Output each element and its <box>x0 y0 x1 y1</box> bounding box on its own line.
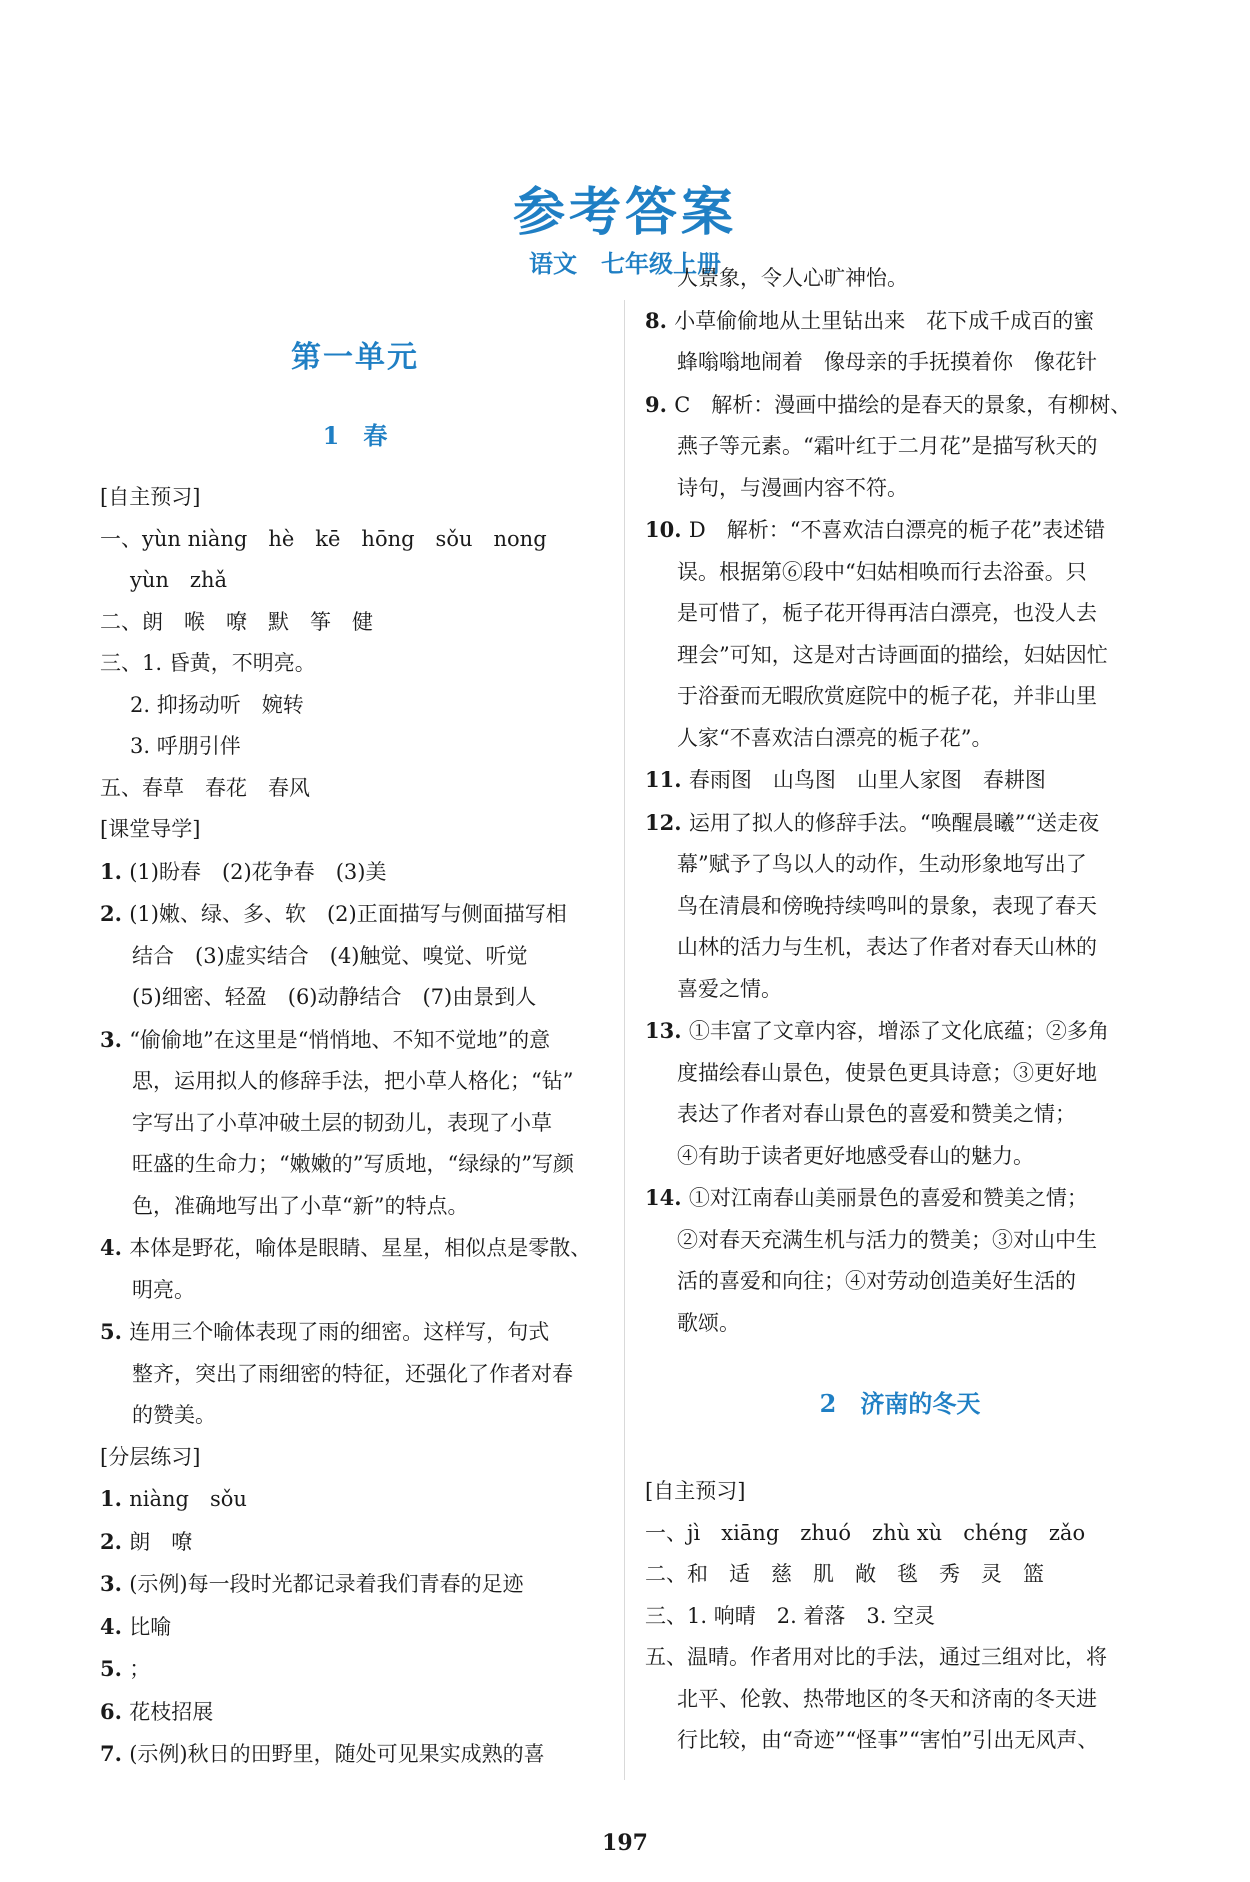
left-column <box>100 310 610 1776</box>
answer-text: 人家“不喜欢洁白漂亮的栀子花”。 <box>677 725 993 750</box>
answer-line <box>100 977 610 1019</box>
answer-line <box>100 1354 610 1396</box>
item-number: 5. <box>100 1319 130 1344</box>
column-divider <box>624 300 625 1780</box>
answer-text: 2. 抑扬动听 婉转 <box>130 692 304 717</box>
answer-text: 春雨图 山鸟图 山里人家图 春耕图 <box>688 768 1046 792</box>
answer-text: D 解析：“不喜欢洁白漂亮的栀子花”表述错 <box>688 518 1106 542</box>
left-answer-lines <box>100 477 610 1776</box>
answer-text: 鸟在清晨和傍晚持续鸣叫的景象，表现了春天 <box>677 893 1097 918</box>
item-number: 6. <box>100 1698 130 1724</box>
answer-text: 思，运用拟人的修辞手法，把小草人格化；“钻” <box>132 1069 574 1093</box>
answer-text: 二、朗 喉 嘹 默 筝 健 <box>100 609 373 634</box>
answer-text: 明亮。 <box>132 1277 195 1302</box>
item-number: 12. <box>645 809 689 835</box>
item-number: 2. <box>100 901 130 926</box>
answer-line <box>645 1136 1155 1178</box>
answer-text: 歌颂。 <box>677 1310 740 1335</box>
answer-text: niàng sǒu <box>129 1487 247 1511</box>
answer-text: ①丰富了文章内容，增添了文化底蕴；②多角 <box>688 1019 1109 1043</box>
item-number: 8. <box>645 307 675 333</box>
answer-text: (示例)秋日的田野里，随处可见果实成熟的喜 <box>129 1742 545 1766</box>
answer-text: 北平、伦敦、热带地区的冬天和济南的冬天进 <box>677 1686 1097 1711</box>
answer-text: 整齐，突出了雨细密的特征，还强化了作者对春 <box>132 1361 573 1386</box>
answer-text: 五、春草 春花 春风 <box>100 775 310 800</box>
answer-text: “偷偷地”在这里是“悄悄地、不知不觉地”的意 <box>129 1027 551 1052</box>
answer-item <box>100 1478 610 1521</box>
answer-item <box>100 519 610 561</box>
answer-text: 于浴蚕而无暇欣赏庭院中的栀子花，并非山里 <box>677 684 1097 708</box>
answer-text: 一、yùn niàng hè kē hōng sǒu nong <box>100 526 547 551</box>
answer-text: 是可惜了，栀子花开得再洁白漂亮，也没人去 <box>677 601 1097 625</box>
answer-text: 比喻 <box>129 1614 172 1639</box>
answer-text: 度描绘春山景色，使景色更具诗意；③更好地 <box>677 1060 1097 1085</box>
answer-text: 旺盛的生命力；“嫩嫩的”写质地，“绿绿的”写颜 <box>132 1152 574 1176</box>
item-number: 14. <box>645 1185 689 1210</box>
answer-line <box>645 1220 1155 1262</box>
answer-text: 本体是野花，喻体是眼睛、星星，相似点是零散、 <box>129 1236 592 1260</box>
answer-item <box>645 1010 1155 1053</box>
page-number: 197 <box>602 1830 648 1856</box>
answer-item <box>645 1513 1155 1555</box>
answer-text: 三、1. 响晴 2. 着落 3. 空灵 <box>645 1603 936 1628</box>
answer-text: ④有助于读者更好地感受春山的魅力。 <box>677 1143 1034 1168</box>
answer-line <box>645 593 1155 635</box>
item-number: 5. <box>100 1656 130 1681</box>
answer-line <box>645 1303 1155 1345</box>
answer-line <box>100 685 610 727</box>
answer-text: 理会”可知，这是对古诗画面的描绘，妇姑因忙 <box>677 642 1108 667</box>
answer-item <box>100 1311 610 1354</box>
answer-line <box>645 927 1155 969</box>
answer-item <box>100 1648 610 1691</box>
answer-text: 误。根据第⑥段中“妇姑相唤而行去浴蚕。只 <box>677 559 1087 584</box>
answer-item <box>645 1177 1155 1220</box>
answer-item <box>100 768 610 810</box>
answer-line <box>645 1094 1155 1136</box>
section-heading: [自主预习] <box>645 1479 746 1503</box>
answer-item <box>100 893 610 936</box>
answer-text: 蜂嗡嗡地闹着 像母亲的手抚摸着你 像花针 <box>677 350 1097 374</box>
answer-text: 一、jì xiāng zhuó zhù xù chéng zǎo <box>645 1520 1086 1545</box>
answer-item <box>100 1019 610 1062</box>
answer-item <box>100 1227 610 1270</box>
page-title: 参考答案 <box>512 182 737 243</box>
answer-item <box>100 602 610 644</box>
answer-text: 人景象，令人心旷神怡。 <box>677 266 908 290</box>
item-number: 4. <box>100 1613 130 1639</box>
answer-item <box>645 384 1155 427</box>
section-heading: [分层练习] <box>100 1444 201 1469</box>
answer-line <box>645 342 1155 384</box>
answer-line <box>100 560 610 602</box>
answer-item <box>100 1606 610 1649</box>
answer-text: 幕”赋予了鸟以人的动作，生动形象地写出了 <box>677 852 1087 876</box>
answer-text: 三、1. 昏黄，不明亮。 <box>100 651 316 675</box>
answer-line <box>645 635 1155 677</box>
answer-text: (1)嫩、绿、多、软 (2)正面描写与侧面描写相 <box>129 902 567 926</box>
answer-text: 活的喜爱和向往；④对劳动创造美好生活的 <box>677 1269 1076 1293</box>
answer-line <box>100 936 610 978</box>
answer-line <box>645 844 1155 886</box>
answer-text: ①对江南春山美丽景色的喜爱和赞美之情； <box>688 1186 1088 1210</box>
answer-text: 二、和 适 慈 肌 敞 毯 秀 灵 篮 <box>645 1562 1044 1586</box>
lesson-title: 2 济南的冬天 <box>819 1389 981 1418</box>
answer-line <box>645 426 1155 468</box>
answer-text: (1)盼春 (2)花争春 (3)美 <box>129 859 387 884</box>
lesson-title: 1 春 <box>322 421 388 450</box>
answer-line <box>645 258 1155 300</box>
answer-text: 山林的活力与生机，表达了作者对春天山林的 <box>677 935 1097 959</box>
answer-text: 结合 (3)虚实结合 (4)触觉、嗅觉、听觉 <box>132 943 528 968</box>
answer-item <box>100 1521 610 1564</box>
answer-item <box>645 1554 1155 1596</box>
answer-text: (5)细密、轻盈 (6)动静结合 (7)由景到人 <box>132 985 537 1009</box>
answer-text: yùn zhǎ <box>130 568 228 592</box>
answer-line <box>100 1395 610 1437</box>
answer-line <box>100 726 610 768</box>
answer-line <box>645 1679 1155 1721</box>
answer-line <box>100 1144 610 1186</box>
item-number: 10. <box>645 517 689 542</box>
answer-line <box>645 468 1155 510</box>
answer-text: C 解析：漫画中描绘的是春天的景象，有柳树、 <box>674 392 1132 417</box>
page-subtitle: 语文 七年级上册 <box>529 249 721 278</box>
answer-line <box>100 1186 610 1228</box>
answer-item <box>100 643 610 685</box>
item-number: 2. <box>100 1528 130 1554</box>
answer-text: 花枝招展 <box>129 1699 214 1724</box>
item-number: 11. <box>645 767 689 792</box>
answer-line <box>645 676 1155 718</box>
answer-item <box>100 1563 610 1606</box>
answer-item <box>645 1637 1155 1679</box>
answer-text: 3. 呼朋引伴 <box>130 734 241 758</box>
answer-line <box>100 1061 610 1103</box>
answer-text: ； <box>129 1657 151 1681</box>
answer-line <box>645 718 1155 760</box>
answer-text: 五、温晴。作者用对比的手法，通过三组对比，将 <box>645 1645 1107 1669</box>
item-number: 13. <box>645 1018 689 1043</box>
answer-text: 朗 嘹 <box>129 1529 193 1554</box>
answer-text: 小草偷偷地从土里钻出来 花下成千成百的蜜 <box>674 308 1095 333</box>
item-number: 1. <box>100 858 130 884</box>
answer-text: 的赞美。 <box>132 1403 216 1427</box>
answer-line <box>645 886 1155 928</box>
item-number: 1. <box>100 1486 130 1511</box>
answer-line <box>645 1053 1155 1095</box>
right-answer-lines <box>645 258 1155 1344</box>
item-number: 3. <box>100 1026 130 1052</box>
item-number: 4. <box>100 1235 130 1260</box>
answer-text: 连用三个喻体表现了雨的细密。这样写，句式 <box>129 1320 550 1344</box>
item-number: 7. <box>100 1741 130 1766</box>
answer-text: 表达了作者对春山景色的喜爱和赞美之情； <box>677 1102 1076 1126</box>
section-heading: [自主预习] <box>100 485 201 509</box>
section-heading: [课堂导学] <box>100 817 201 841</box>
item-number: 3. <box>100 1571 130 1596</box>
answer-text: 诗句，与漫画内容不符。 <box>677 475 908 500</box>
answer-line <box>100 1270 610 1312</box>
answer-text: 燕子等元素。“霜叶红于二月花”是描写秋天的 <box>677 434 1098 458</box>
answer-item <box>645 509 1155 552</box>
unit-title: 第一单元 <box>291 340 419 375</box>
answer-line <box>645 1261 1155 1303</box>
answer-text: ②对春天充满生机与活力的赞美；③对山中生 <box>677 1227 1097 1252</box>
item-number: 9. <box>645 391 675 417</box>
answer-item <box>645 802 1155 845</box>
answer-item <box>645 1596 1155 1638</box>
answer-item <box>645 300 1155 343</box>
answer-text: 运用了拟人的修辞手法。“唤醒晨曦”“送走夜 <box>688 810 1100 835</box>
answer-line <box>645 1720 1155 1762</box>
answer-text: 字写出了小草冲破土层的韧劲儿，表现了小草 <box>132 1110 552 1135</box>
answer-line <box>645 969 1155 1011</box>
answer-item <box>100 1733 610 1776</box>
answer-text: 色，准确地写出了小草“新”的特点。 <box>132 1193 469 1218</box>
answer-line <box>645 552 1155 594</box>
answer-item <box>100 851 610 894</box>
answer-text: 行比较，由“奇迹”“怪事”“害怕”引出无风声、 <box>677 1728 1099 1752</box>
answer-item <box>645 759 1155 802</box>
right-column <box>645 258 1155 1762</box>
right-answer-lines-2 <box>645 1471 1155 1762</box>
answer-text: 喜爱之情。 <box>677 976 782 1001</box>
answer-line <box>100 1103 610 1145</box>
answer-item <box>100 1691 610 1734</box>
answer-text: (示例)每一段时光都记录着我们青春的足迹 <box>129 1572 524 1596</box>
